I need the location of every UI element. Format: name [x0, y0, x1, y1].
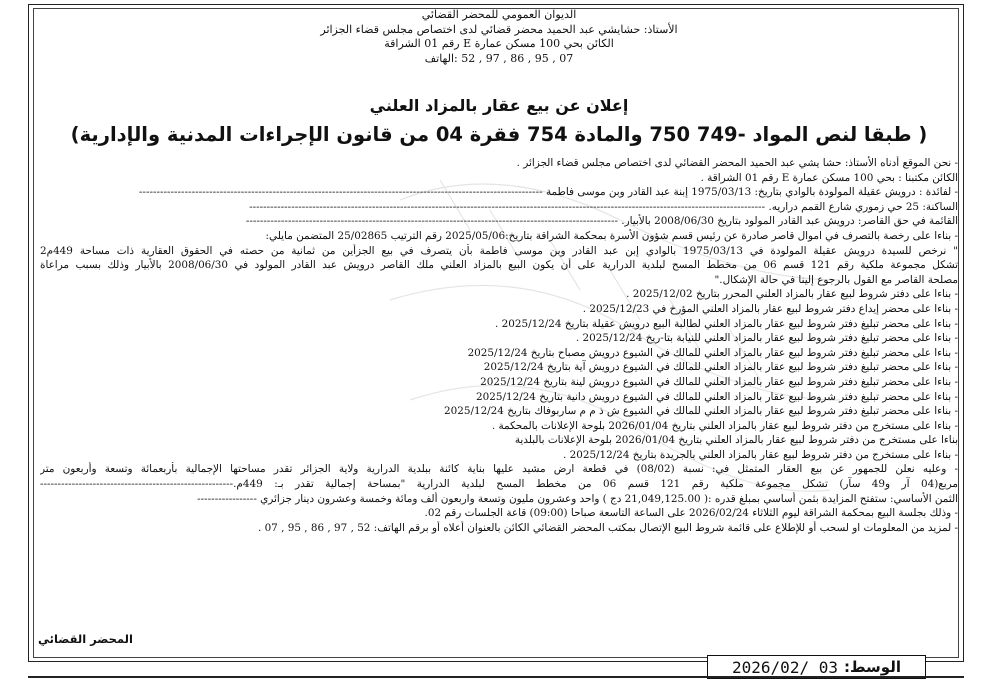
bottom-rule: [28, 676, 964, 678]
newspaper-name: الوسط:: [843, 658, 901, 676]
office-header: [0, 8, 998, 66]
office-phone: 07 , 95 , 86 , 97 , 52 :الهاتف: [424, 51, 574, 65]
notice-line: - بناءا على مستخرج من دفتر شروط لبيع عقار بالمزاد العلني بتاريخ 2026/01/04 بلوحة الإعلانات بالمحكمة .: [491, 419, 958, 432]
signer-label: المحضر القضائي: [38, 632, 133, 646]
notice-line: - لفائدة : درويش عقيلة المولودة بالوادي بتاريخ: 1975/03/13 إبنة عبد القادر وبن موسى فاطمة -------------------------------------------------------------------------------------------------------------------: [138, 186, 958, 199]
notice-line: - وعليه نعلن للجمهور عن بيع العقار المتمثل في: نسبة (08/02) في قطعة ارض مشيد عليها بناية كائنة ببلدية الدرارية ولاية الجزائر تقدر مساحتها الإجمالية بأربعمائة وتسعة وأربعون متر: [40, 463, 958, 476]
notice-line: القائمة في حق القاصر: درويش عبد القادر المولود بتاريخ 2008/06/30 بالأبيار. ----------------------------------------------------------------------------------------------------------: [245, 215, 958, 228]
publication-date: 2026/02/ 03: [732, 657, 838, 677]
notice-line: - بناءا على محضر تبليغ دفتر شروط لبيع عقار بالمزاد العلني للنيابة بتا-ريخ 2025/12/24 .: [575, 332, 958, 345]
notice-line: - بناءا على دفتر شروط لبيع عقار بالمزاد العلني المحرر بتاريخ 2025/12/02 .: [626, 288, 958, 301]
notice-line: - بناءا على محضر تبليغ دفتر شروط لبيع عقار بالمزاد العلني للمالك في الشيوع ش ذ م م ساربوفاك بتاريخ 2025/12/24: [444, 405, 958, 418]
bailiff-name: الأستاذ: حشايشي عبد الحميد محضر قضائي لدى اختصاص مجلس قضاء الجزائر: [320, 22, 678, 36]
notice-body: [40, 156, 958, 535]
notice-line: تشكل مجموعة ملكية رقم 121 قسم 06 من مخطط المسح لبلدية الدرارية على أن يكون البيع بالمزاد العلني ملك القاصر درويش عبد القادر المولود في 2008/06/30 بالأبيار وذلك بسبب مراعاة: [40, 259, 958, 272]
notice-line: - بناءا على محضر إيداع دفتر شروط لبيع عقار بالمزاد العلني المؤرخ في 2025/12/23 .: [582, 302, 958, 315]
notice-line: بناءا على مستخرج من دفتر شروط لبيع عقار بالمزاد العلني بتاريخ 2026/01/04 بلوحة الإعلانات بالبلدية: [514, 434, 958, 447]
notice-line: - بناءا على محضر تبليغ دفتر شروط لبيع عقار بالمزاد العلني لطالبة البيع درويش عقيلة بتاريخ 2025/12/24 .: [495, 317, 958, 330]
notice-line: - بناءا على محضر تبليغ دفتر شروط لبيع عقار بالمزاد العلني للمالك في الشيوع درويش مصباح بتاريخ 2025/12/24: [467, 346, 958, 359]
notice-line: - بناءا على مستخرج من دفتر شروط لبيع عقار بالمزاد العلني بالجريدة بتاريخ 2025/12/24 .: [563, 448, 958, 461]
notice-line: " نرخص للسيدة درويش عقيلة المولودة في 1975/03/13 بالوادي إبن عبد القادر وبن موسى فاطمة بأن يتصرف في بيع الجزأين من ثمانية من حصته في الحقوق العقارية ذات مساحة 449م2: [40, 244, 958, 257]
notice-line: - وذلك بجلسة البيع بمحكمة الشراقة ليوم الثلاثاء 2026/02/24 على الساعة التاسعة صباحا (09:00) قاعة الجلسات رقم 02.: [424, 507, 958, 520]
notice-title: إعلان عن بيع عقار بالمزاد العلني: [369, 96, 629, 115]
office-name: الديوان العمومي للمحضر القضائي: [421, 8, 577, 21]
notice-line: الساكنة: 25 حي زموري شارع القمم دراريه. ---------------------------------------------------------------------------------------------------------------------------------------------------: [249, 200, 958, 213]
notice-line: - بناءا على محضر تبليغ دفتر شروط لبيع عقار بالمزاد العلني للمالك في الشيوع درويش آية بتاريخ 2025/12/24: [483, 361, 958, 374]
notice-line: مربع(04 آر و49 سآر) تشكل مجموعة ملكية رقم 121 قسم 06 من مخطط المسح لبلدية الدرارية "بمساحة إجمالية تقدر بـ: 449م.-------------------------------------------------------: [40, 478, 958, 491]
notice-line: مصلحة القاصر مع القول بالرجوع إلينا في حالة الإشكال.": [714, 273, 958, 286]
legal-basis-subtitle: ( طبقا لنص المواد -749 750 والمادة 754 فقرة 04 من قانون الإجراءات المدنية والإدارية): [70, 123, 928, 146]
notice-line: - بناءا على محضر تبليغ دفتر شروط لبيع عقار بالمزاد العلني للمالك في الشيوع درويش دانية بتاريخ 2025/12/24: [476, 390, 958, 403]
notice-line: - لمزيد من المعلومات او لسحب أو للإطلاع على قائمة شروط البيع الإتصال بمكتب المحضر القضائي الكائن بالعنوان أعلاه أو برقم الهاتف: 52 , 97 , 86 , 95 , 07 .: [257, 521, 958, 534]
notice-line: - بناءا على رخصة بالتصرف في اموال قاصر صادرة عن رئيس قسم شؤون الأسرة بمحكمة الشراقة بتاريخ:2025/05/06 رقم الترتيب 25/02865 المتضمن مايلي:: [265, 229, 958, 242]
notice-line: - بناءا على محضر تبليغ دفتر شروط لبيع عقار بالمزاد العلني للمالك في الشيوع درويش لينة بتاريخ 2025/12/24: [480, 375, 958, 388]
notice-line: - نحن الموقع أدناه الأستاذ: حشا يشي عبد الحميد المحضر القضائي لدى اختصاص مجلس قضاء الجزائر .: [516, 157, 958, 169]
office-address: الكائن بحي 100 مسكن عمارة E رقم 01 الشراقة: [384, 37, 614, 50]
notice-line: الثمن الأساسي: ستفتح المزايدة بثمن أساسي بمبلغ قدره :( 21,049,125.00 دج ) واحد وعشرون مليون وتسعة واربعون ألف ومائة وخمسة وعشرون دينار جزائري -----------------: [197, 492, 958, 505]
notice-line: الكائن مكتبنا : بحي 100 مسكن عمارة E رقم 01 الشراقة .: [700, 171, 958, 184]
